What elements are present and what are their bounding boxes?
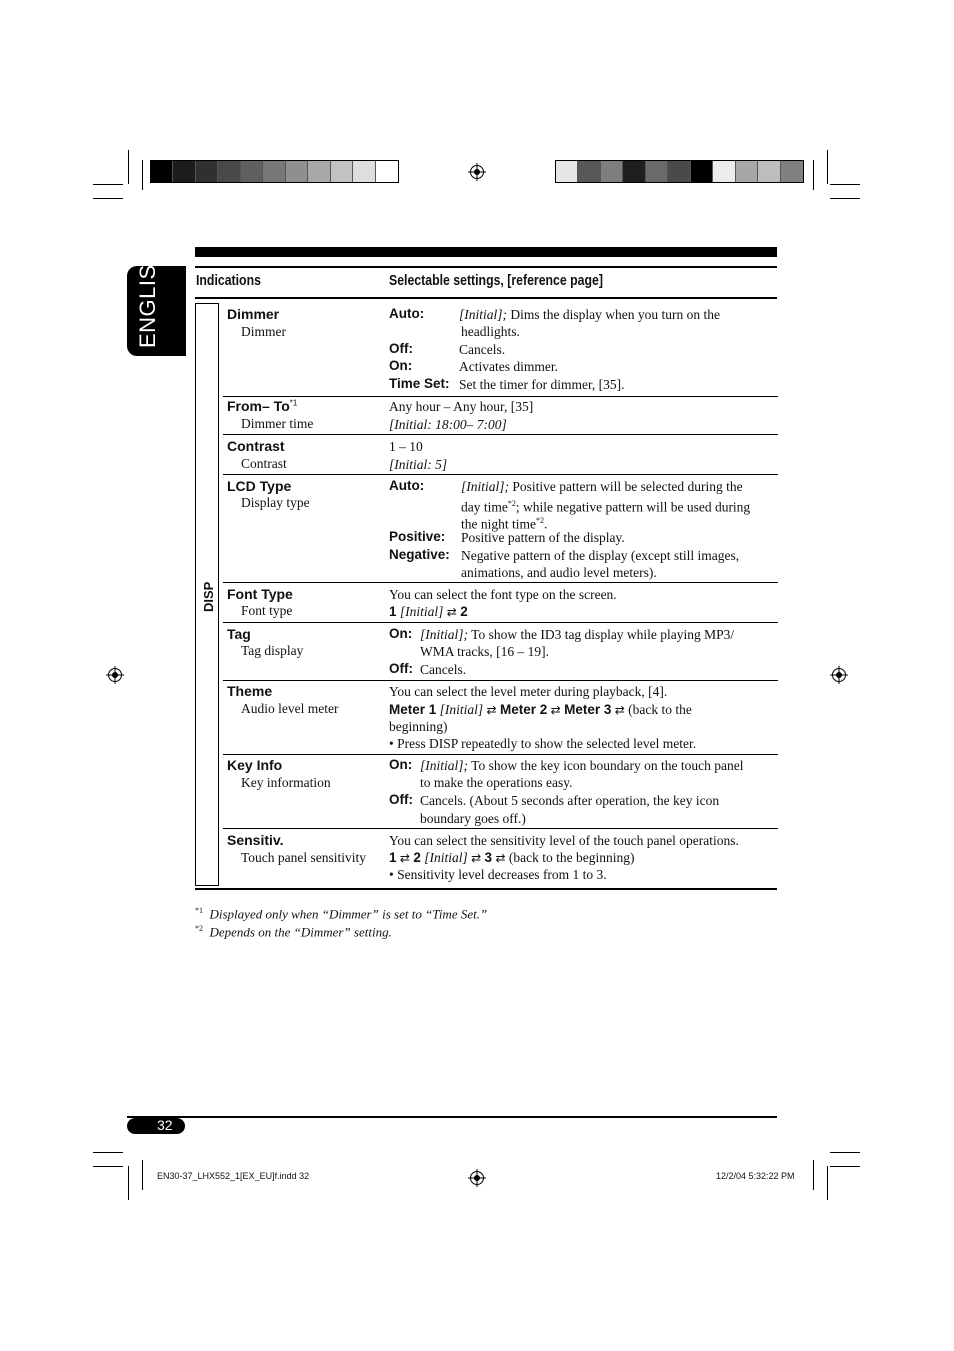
- color-swatch: [601, 161, 623, 182]
- color-swatch: [578, 161, 600, 182]
- top-rule: [195, 247, 777, 257]
- toggle-arrows-icon: ⇄: [399, 851, 410, 865]
- toggle-arrows-icon: ⇄: [614, 703, 625, 717]
- row-divider: [223, 754, 778, 755]
- color-bar-right: [555, 160, 804, 183]
- row-divider: [223, 396, 778, 397]
- header-rule-bottom: [195, 297, 777, 299]
- setting-description: Dimmer time: [241, 416, 314, 431]
- setting-description: Tag display: [241, 643, 304, 658]
- color-swatch: [241, 161, 263, 182]
- setting-description: Audio level meter: [241, 701, 339, 716]
- row-divider: [223, 582, 778, 583]
- row-divider: [223, 434, 778, 435]
- column-header-indications: Indications: [196, 272, 261, 289]
- setting-description: Display type: [241, 495, 310, 510]
- footnote-2: $^{*2}$ Depends on the “Dimmer” setting.: [195, 924, 392, 940]
- row-divider: [223, 680, 778, 681]
- color-swatch: [331, 161, 353, 182]
- color-swatch: [736, 161, 758, 182]
- color-swatch: [556, 161, 578, 182]
- file-slug: EN30-37_LHX552_1[EX_EU]f.indd 32: [157, 1171, 310, 1181]
- color-swatch: [646, 161, 668, 182]
- toggle-arrows-icon: ⇄: [471, 851, 482, 865]
- color-swatch: [353, 161, 375, 182]
- language-tab-label: ENGLISH: [135, 247, 160, 348]
- setting-name: Dimmer: [227, 306, 280, 322]
- registration-mark-icon: [470, 165, 484, 179]
- row-divider: [223, 474, 778, 475]
- setting-name: Font Type: [227, 586, 293, 602]
- setting-name: Contrast: [227, 438, 285, 454]
- setting-description: Key information: [241, 775, 331, 790]
- color-swatch: [758, 161, 780, 182]
- color-bar-left: [150, 160, 399, 183]
- color-swatch: [218, 161, 240, 182]
- color-swatch: [376, 161, 398, 182]
- registration-mark-icon: [832, 668, 846, 682]
- toggle-arrows-icon: ⇄: [495, 851, 506, 865]
- registration-mark-icon: [470, 1171, 484, 1185]
- color-swatch: [623, 161, 645, 182]
- color-swatch: [196, 161, 218, 182]
- setting-name: Sensitiv.: [227, 832, 284, 848]
- color-swatch: [173, 161, 195, 182]
- toggle-arrows-icon: ⇄: [550, 703, 561, 717]
- disp-group-label: DISP: [201, 581, 216, 612]
- color-swatch: [286, 161, 308, 182]
- column-header-settings: Selectable settings, [reference page]: [389, 272, 603, 289]
- row-divider: [223, 622, 778, 623]
- header-rule-top: [195, 266, 777, 268]
- setting-description: Font type: [241, 603, 293, 618]
- date-slug: 12/2/04 5:32:22 PM: [716, 1171, 795, 1181]
- color-swatch: [263, 161, 285, 182]
- setting-name: From– To$^{*1}$: [227, 398, 298, 414]
- setting-description: Dimmer: [241, 324, 286, 339]
- registration-mark-icon: [108, 668, 122, 682]
- color-swatch: [151, 161, 173, 182]
- footnote-1: $^{*1}$ Displayed only when “Dimmer” is set to “Time Set.”: [195, 906, 488, 922]
- toggle-arrows-icon: ⇄: [486, 703, 497, 717]
- row-divider: [223, 828, 778, 829]
- table-bottom-rule: [195, 888, 777, 890]
- color-swatch: [781, 161, 803, 182]
- page-number: 32: [157, 1117, 173, 1133]
- bullet-icon: •: [389, 867, 398, 882]
- setting-name: Key Info: [227, 757, 283, 773]
- footer-rule: [127, 1116, 777, 1118]
- page-number-badge: [127, 1118, 185, 1134]
- color-swatch: [668, 161, 690, 182]
- color-swatch: [691, 161, 713, 182]
- setting-description: Contrast: [241, 456, 287, 471]
- color-swatch: [308, 161, 330, 182]
- setting-name: Tag: [227, 626, 251, 642]
- toggle-arrows-icon: ⇄: [446, 605, 457, 619]
- bullet-icon: •: [389, 736, 398, 751]
- setting-name: Theme: [227, 683, 273, 699]
- setting-description: Touch panel sensitivity: [241, 850, 367, 865]
- color-swatch: [713, 161, 735, 182]
- setting-name: LCD Type: [227, 478, 292, 494]
